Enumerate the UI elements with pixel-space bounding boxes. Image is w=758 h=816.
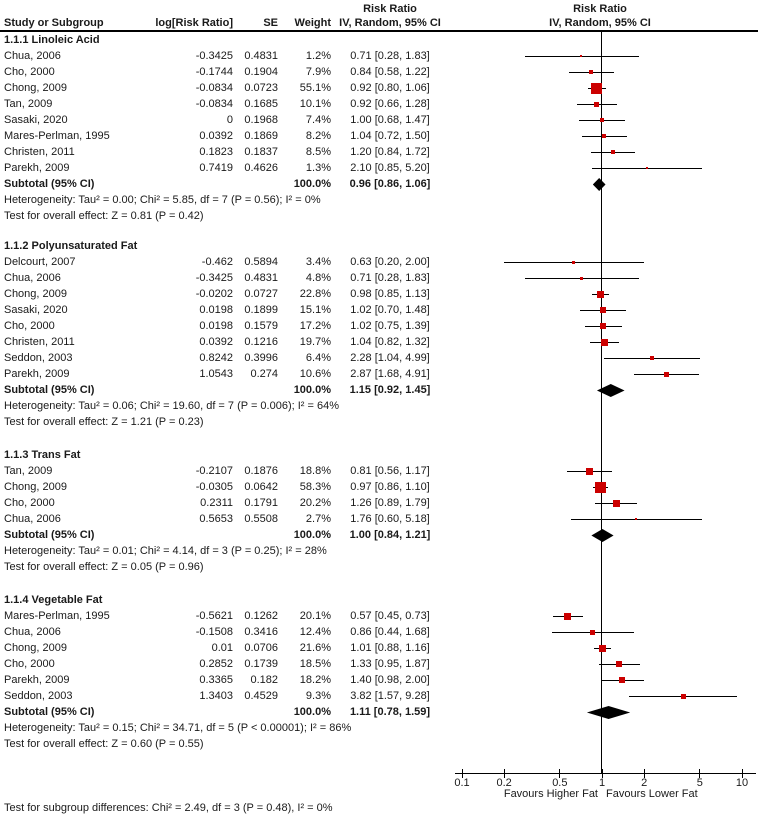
se-value: 0.1968 (244, 114, 278, 126)
study-label: Parekh, 2009 (4, 162, 70, 174)
logrr-value: -0.5621 (195, 610, 233, 622)
overall-effect-text: Test for overall effect: Z = 0.60 (P = 0.55) (4, 738, 204, 750)
weight-value: 9.3% (305, 690, 331, 702)
subtotal-weight: 100.0% (293, 706, 331, 718)
ci-text: 0.71 [0.28, 1.83] (350, 272, 430, 284)
effect-square (664, 372, 669, 377)
weight-value: 58.3% (299, 481, 331, 493)
effect-square (594, 102, 599, 107)
ci-text: 1.04 [0.72, 1.50] (350, 130, 430, 142)
effect-square (600, 118, 604, 122)
effect-square (595, 482, 606, 493)
ci-text: 2.87 [1.68, 4.91] (350, 368, 430, 380)
effect-square (586, 468, 593, 475)
ci-text: 0.84 [0.58, 1.22] (350, 66, 430, 78)
weight-value: 55.1% (299, 82, 331, 94)
col-header-ci-method-text: IV, Random, 95% CI (339, 17, 441, 29)
logrr-value: 0.01 (211, 642, 233, 654)
se-value: 0.1869 (244, 130, 278, 142)
logrr-value: 0.7419 (199, 162, 233, 174)
study-label: Cho, 2000 (4, 66, 55, 78)
study-label: Cho, 2000 (4, 320, 55, 332)
x-axis-tick-label: 5 (696, 777, 703, 789)
logrr-value: 0.5653 (199, 513, 233, 525)
study-label: Delcourt, 2007 (4, 256, 76, 268)
col-header-risk-ratio-text: Risk Ratio (363, 3, 417, 15)
study-label: Chua, 2006 (4, 50, 61, 62)
study-label: Chong, 2009 (4, 82, 67, 94)
subtotal-weight: 100.0% (293, 529, 331, 541)
col-header-weight: Weight (294, 17, 331, 29)
weight-value: 21.6% (299, 642, 331, 654)
study-label: Sasaki, 2020 (4, 304, 68, 316)
subtotal-label: Subtotal (95% CI) (4, 384, 95, 396)
se-value: 0.3996 (244, 352, 278, 364)
subgroup-heading: 1.1.1 Linoleic Acid (4, 34, 100, 46)
weight-value: 4.8% (305, 272, 331, 284)
se-value: 0.1739 (244, 658, 278, 670)
study-label: Mares-Perlman, 1995 (4, 130, 110, 142)
weight-value: 3.4% (305, 256, 331, 268)
col-header-ci-method-plot: IV, Random, 95% CI (549, 17, 651, 29)
x-axis-tick-label: 0.2 (496, 777, 512, 789)
study-label: Parekh, 2009 (4, 368, 70, 380)
study-label: Cho, 2000 (4, 658, 55, 670)
ci-text: 1.02 [0.70, 1.48] (350, 304, 430, 316)
weight-value: 1.3% (305, 162, 331, 174)
effect-square (589, 70, 593, 74)
effect-square (681, 694, 686, 699)
study-label: Chong, 2009 (4, 642, 67, 654)
weight-value: 1.2% (305, 50, 331, 62)
subgroup-difference-text: Test for subgroup differences: Chi² = 2.49, df = 3 (P = 0.48), I² = 0% (4, 802, 333, 814)
subtotal-weight: 100.0% (293, 178, 331, 190)
logrr-value: -0.0202 (195, 288, 233, 300)
logrr-value: -0.0834 (195, 98, 233, 110)
se-value: 0.0642 (244, 481, 278, 493)
logrr-value: 0.2311 (200, 497, 233, 509)
se-value: 0.1904 (244, 66, 278, 78)
subtotal-ci-text: 1.11 [0.78, 1.59] (349, 706, 431, 718)
effect-square (590, 630, 595, 635)
study-label: Tan, 2009 (4, 465, 53, 477)
x-axis-tick-label: 0.1 (454, 777, 470, 789)
se-value: 0.5508 (244, 513, 278, 525)
effect-square (591, 83, 602, 94)
effect-square (599, 645, 606, 652)
x-axis-tick-label: 0.5 (552, 777, 568, 789)
heterogeneity-text: Heterogeneity: Tau² = 0.15; Chi² = 34.71, df = 5 (P < 0.00001); I² = 86% (4, 722, 352, 734)
weight-value: 18.2% (299, 674, 331, 686)
effect-square (564, 613, 571, 620)
weight-value: 20.1% (299, 610, 331, 622)
effect-square (635, 518, 637, 520)
logrr-value: 0.3365 (199, 674, 233, 686)
ci-text: 2.10 [0.85, 5.20] (350, 162, 430, 174)
logrr-value: 0.0198 (199, 320, 233, 332)
effect-square (600, 323, 606, 329)
ci-text: 1.02 [0.75, 1.39] (350, 320, 430, 332)
effect-square (601, 339, 608, 346)
heterogeneity-text: Heterogeneity: Tau² = 0.01; Chi² = 4.14, df = 3 (P = 0.25); I² = 28% (4, 545, 327, 557)
logrr-value: -0.1744 (195, 66, 233, 78)
ci-text: 2.28 [1.04, 4.99] (350, 352, 430, 364)
weight-value: 10.6% (299, 368, 331, 380)
null-effect-line (601, 32, 602, 773)
subgroup-heading: 1.1.4 Vegetable Fat (4, 594, 103, 606)
ci-text: 0.57 [0.45, 0.73] (350, 610, 430, 622)
ci-text: 1.00 [0.68, 1.47] (350, 114, 430, 126)
weight-value: 20.2% (299, 497, 331, 509)
logrr-value: 0.1823 (199, 146, 233, 158)
se-value: 0.4831 (244, 50, 278, 62)
ci-text: 1.01 [0.88, 1.16] (350, 642, 430, 654)
ci-text: 0.98 [0.85, 1.13] (350, 288, 430, 300)
effect-square (650, 356, 654, 360)
effect-square (602, 134, 606, 138)
se-value: 0.1685 (244, 98, 278, 110)
study-label: Christen, 2011 (4, 146, 75, 158)
study-label: Chua, 2006 (4, 513, 61, 525)
weight-value: 22.8% (299, 288, 331, 300)
heterogeneity-text: Heterogeneity: Tau² = 0.00; Chi² = 5.85, df = 7 (P = 0.56); I² = 0% (4, 194, 321, 206)
logrr-value: 1.0543 (199, 368, 233, 380)
weight-value: 17.2% (299, 320, 331, 332)
effect-square (600, 307, 606, 313)
subgroup-heading: 1.1.2 Polyunsaturated Fat (4, 240, 138, 252)
se-value: 0.1262 (244, 610, 278, 622)
col-header-risk-ratio-plot: Risk Ratio (573, 3, 627, 15)
ci-text: 0.92 [0.66, 1.28] (350, 98, 430, 110)
weight-value: 15.1% (299, 304, 331, 316)
logrr-value: -0.1508 (195, 626, 233, 638)
x-axis-line (455, 773, 756, 774)
ci-text: 0.63 [0.20, 2.00] (350, 256, 430, 268)
col-header-logrr: log[Risk Ratio] (155, 17, 233, 29)
effect-square (616, 661, 622, 667)
se-value: 0.182 (250, 674, 278, 686)
ci-text: 0.97 [0.86, 1.10] (350, 481, 430, 493)
ci-text: 1.20 [0.84, 1.72] (350, 146, 430, 158)
effect-square (619, 677, 625, 683)
logrr-value: -0.2107 (195, 465, 233, 477)
weight-value: 7.9% (305, 66, 331, 78)
weight-value: 2.7% (305, 513, 331, 525)
x-axis-tick-label: 1 (598, 777, 606, 789)
ci-text: 1.04 [0.82, 1.32] (350, 336, 430, 348)
col-header-study: Study or Subgroup (4, 17, 104, 29)
ci-text: 1.76 [0.60, 5.18] (350, 513, 430, 525)
study-label: Cho, 2000 (4, 497, 55, 509)
weight-value: 7.4% (305, 114, 331, 126)
logrr-value: -0.0305 (195, 481, 233, 493)
logrr-value: -0.3425 (195, 272, 233, 284)
subtotal-weight: 100.0% (293, 384, 331, 396)
study-label: Sasaki, 2020 (4, 114, 68, 126)
subtotal-label: Subtotal (95% CI) (4, 529, 95, 541)
overall-effect-text: Test for overall effect: Z = 1.21 (P = 0.23) (4, 416, 204, 428)
logrr-value: 0.0392 (199, 130, 233, 142)
study-label: Chong, 2009 (4, 288, 67, 300)
weight-value: 8.2% (305, 130, 331, 142)
logrr-value: 1.3403 (199, 690, 233, 702)
effect-square (611, 150, 615, 154)
subtotal-diamond (593, 178, 606, 191)
study-label: Mares-Perlman, 1995 (4, 610, 110, 622)
weight-value: 12.4% (299, 626, 331, 638)
weight-value: 10.1% (299, 98, 331, 110)
subgroup-heading: 1.1.3 Trans Fat (4, 449, 81, 461)
se-value: 0.4529 (244, 690, 278, 702)
weight-value: 18.8% (299, 465, 331, 477)
se-value: 0.1899 (244, 304, 278, 316)
study-label: Chua, 2006 (4, 272, 61, 284)
study-label: Christen, 2011 (4, 336, 75, 348)
weight-value: 8.5% (305, 146, 331, 158)
ci-text: 3.82 [1.57, 9.28] (350, 690, 430, 702)
favours-left-label: Favours Higher Fat (503, 788, 598, 800)
subtotal-label: Subtotal (95% CI) (4, 178, 95, 190)
logrr-value: 0.2852 (199, 658, 233, 670)
effect-square (580, 277, 583, 280)
se-value: 0.1837 (244, 146, 278, 158)
se-value: 0.1579 (244, 320, 278, 332)
effect-square (597, 291, 604, 298)
logrr-value: -0.462 (201, 256, 233, 268)
effect-square (613, 500, 620, 507)
se-value: 0.5894 (244, 256, 278, 268)
se-value: 0.274 (250, 368, 278, 380)
se-value: 0.1876 (244, 465, 278, 477)
col-header-se: SE (263, 17, 278, 29)
logrr-value: 0 (226, 114, 233, 126)
overall-effect-text: Test for overall effect: Z = 0.81 (P = 0.42) (4, 210, 204, 222)
ci-text: 1.33 [0.95, 1.87] (350, 658, 430, 670)
effect-square (580, 55, 582, 57)
study-label: Tan, 2009 (4, 98, 53, 110)
subtotal-ci-text: 1.00 [0.84, 1.21] (349, 529, 431, 541)
se-value: 0.0727 (244, 288, 278, 300)
se-value: 0.4626 (244, 162, 278, 174)
se-value: 0.1216 (244, 336, 278, 348)
logrr-value: 0.0198 (199, 304, 233, 316)
study-label: Chua, 2006 (4, 626, 61, 638)
x-axis-tick-label: 10 (735, 777, 749, 789)
weight-value: 6.4% (305, 352, 331, 364)
logrr-value: -0.3425 (195, 50, 233, 62)
study-label: Seddon, 2003 (4, 690, 73, 702)
overall-effect-text: Test for overall effect: Z = 0.05 (P = 0.96) (4, 561, 204, 573)
logrr-value: 0.0392 (199, 336, 233, 348)
se-value: 0.1791 (244, 497, 278, 509)
ci-text: 0.71 [0.28, 1.83] (350, 50, 430, 62)
weight-value: 18.5% (299, 658, 331, 670)
ci-text: 1.26 [0.89, 1.79] (350, 497, 430, 509)
se-value: 0.0706 (244, 642, 278, 654)
weight-value: 19.7% (299, 336, 331, 348)
logrr-value: 0.8242 (199, 352, 233, 364)
ci-text: 0.81 [0.56, 1.17] (350, 465, 430, 477)
ci-text: 0.92 [0.80, 1.06] (350, 82, 430, 94)
se-value: 0.4831 (244, 272, 278, 284)
subtotal-diamond (587, 706, 630, 719)
effect-square (572, 261, 575, 264)
x-axis-tick-label: 2 (641, 777, 648, 789)
effect-square (646, 167, 648, 169)
ci-text: 1.40 [0.98, 2.00] (350, 674, 430, 686)
study-label: Parekh, 2009 (4, 674, 70, 686)
subtotal-label: Subtotal (95% CI) (4, 706, 95, 718)
se-value: 0.3416 (244, 626, 278, 638)
ci-text: 0.86 [0.44, 1.68] (350, 626, 430, 638)
favours-right-label: Favours Lower Fat (606, 788, 698, 800)
logrr-value: -0.0834 (195, 82, 233, 94)
subtotal-ci-text: 1.15 [0.92, 1.45] (349, 384, 431, 396)
subtotal-ci-text: 0.96 [0.86, 1.06] (349, 178, 431, 190)
heterogeneity-text: Heterogeneity: Tau² = 0.06; Chi² = 19.60, df = 7 (P = 0.006); I² = 64% (4, 400, 339, 412)
study-label: Chong, 2009 (4, 481, 67, 493)
subtotal-diamond (591, 529, 613, 542)
se-value: 0.0723 (244, 82, 278, 94)
study-label: Seddon, 2003 (4, 352, 73, 364)
